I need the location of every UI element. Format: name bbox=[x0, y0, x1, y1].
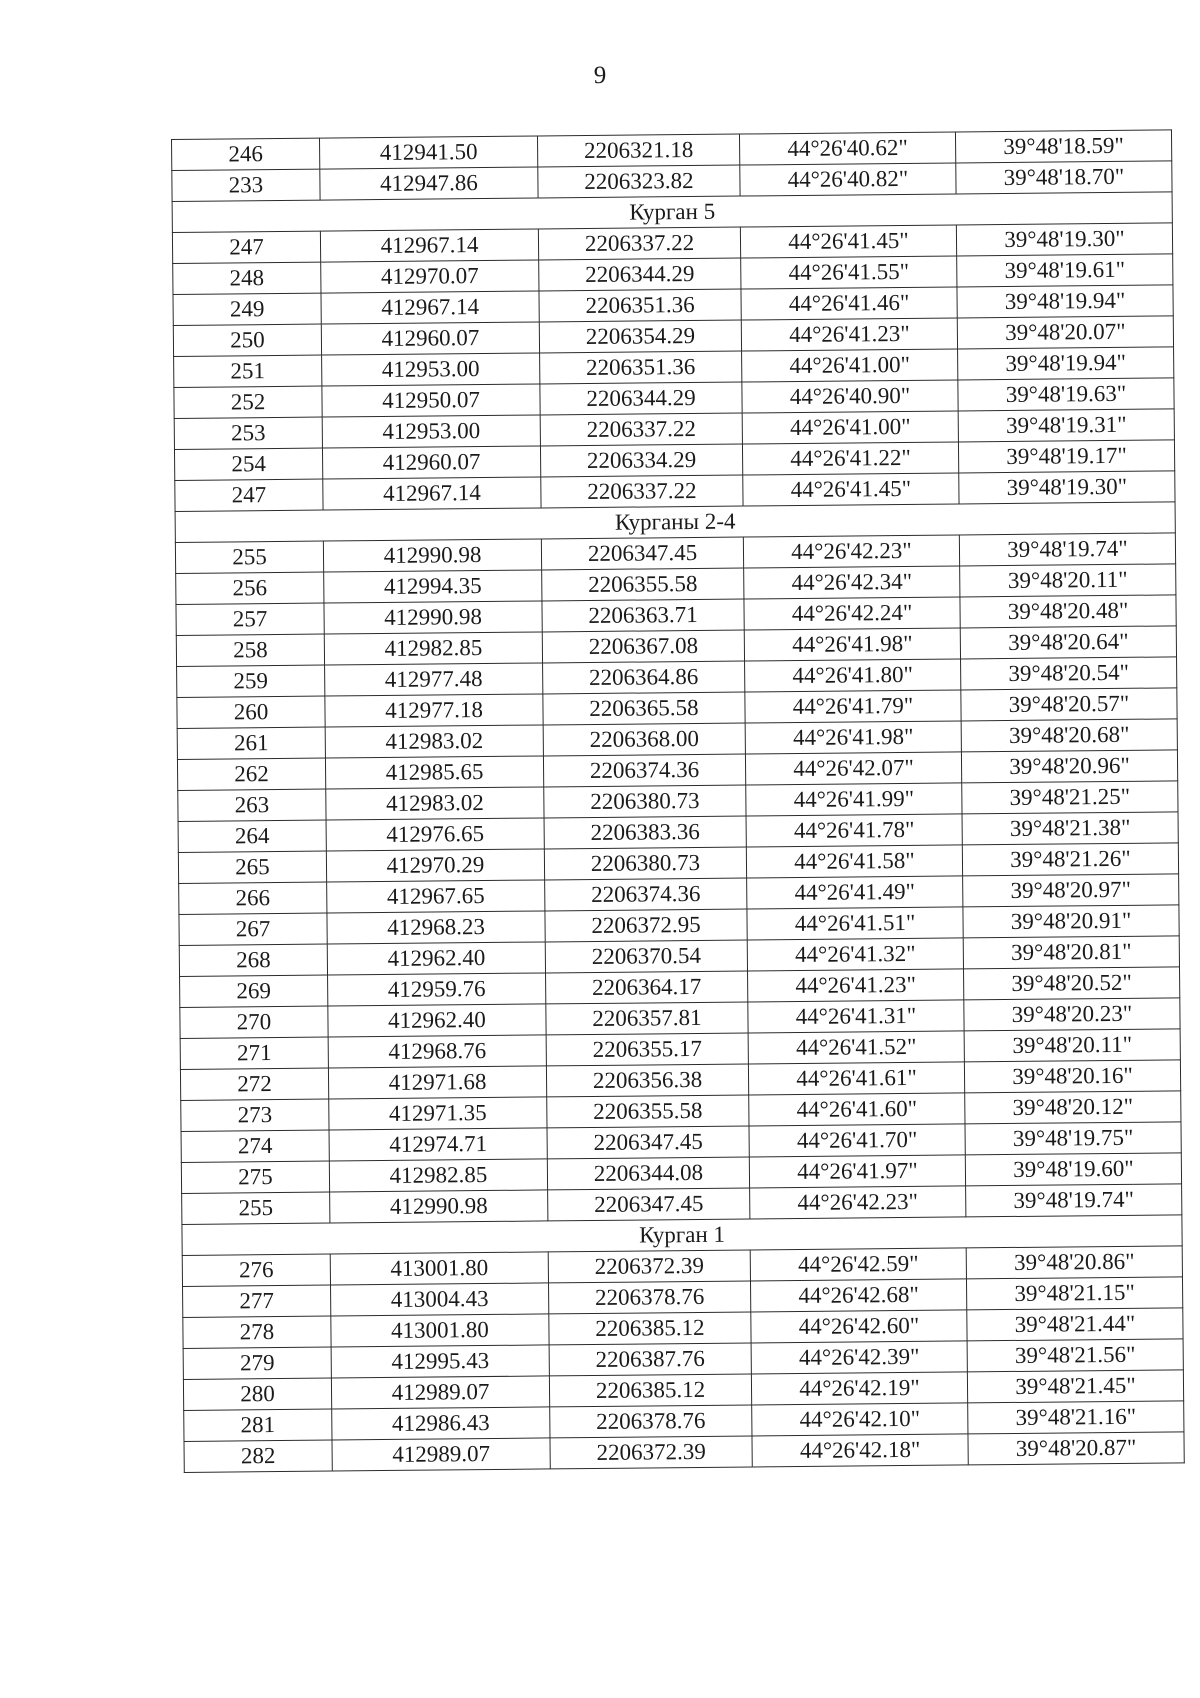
y-coordinate-cell: 2206337.22 bbox=[541, 475, 743, 508]
longitude-cell: 39°48'21.15" bbox=[966, 1277, 1182, 1310]
latitude-cell: 44°26'41.98" bbox=[744, 628, 960, 661]
point-number-cell: 260 bbox=[177, 696, 325, 728]
latitude-cell: 44°26'41.80" bbox=[745, 659, 961, 692]
latitude-cell: 44°26'40.82" bbox=[740, 163, 956, 196]
point-number-cell: 278 bbox=[183, 1316, 331, 1348]
y-coordinate-cell: 2206323.82 bbox=[538, 165, 740, 198]
point-number-cell: 269 bbox=[180, 975, 328, 1007]
point-number-cell: 274 bbox=[181, 1130, 329, 1162]
x-coordinate-cell: 412983.02 bbox=[325, 725, 543, 758]
x-coordinate-cell: 412989.07 bbox=[331, 1376, 549, 1409]
latitude-cell: 44°26'42.10" bbox=[752, 1403, 968, 1436]
latitude-cell: 44°26'42.68" bbox=[750, 1279, 966, 1312]
longitude-cell: 39°48'21.16" bbox=[968, 1401, 1184, 1434]
latitude-cell: 44°26'42.23" bbox=[743, 535, 959, 568]
point-number-cell: 253 bbox=[174, 417, 322, 449]
longitude-cell: 39°48'20.07" bbox=[957, 316, 1173, 349]
longitude-cell: 39°48'21.26" bbox=[962, 843, 1178, 876]
section-title: Курган 5 bbox=[172, 192, 1172, 233]
point-number-cell: 233 bbox=[172, 169, 320, 201]
x-coordinate-cell: 412970.07 bbox=[321, 260, 539, 293]
section-title: Курган 1 bbox=[182, 1215, 1182, 1256]
latitude-cell: 44°26'42.34" bbox=[744, 566, 960, 599]
point-number-cell: 279 bbox=[183, 1347, 331, 1379]
latitude-cell: 44°26'41.00" bbox=[742, 349, 958, 382]
latitude-cell: 44°26'42.39" bbox=[751, 1341, 967, 1374]
longitude-cell: 39°48'20.52" bbox=[964, 967, 1180, 1000]
y-coordinate-cell: 2206385.12 bbox=[549, 1374, 751, 1407]
point-number-cell: 251 bbox=[174, 355, 322, 387]
point-number-cell: 248 bbox=[173, 262, 321, 294]
longitude-cell: 39°48'21.45" bbox=[967, 1370, 1183, 1403]
y-coordinate-cell: 2206387.76 bbox=[549, 1343, 751, 1376]
y-coordinate-cell: 2206370.54 bbox=[545, 940, 747, 973]
latitude-cell: 44°26'42.23" bbox=[750, 1186, 966, 1219]
coordinates-table bbox=[171, 129, 1185, 1473]
latitude-cell: 44°26'41.00" bbox=[742, 411, 958, 444]
longitude-cell: 39°48'19.63" bbox=[958, 378, 1174, 411]
x-coordinate-cell: 412974.71 bbox=[329, 1128, 547, 1161]
y-coordinate-cell: 2206351.36 bbox=[540, 351, 742, 384]
longitude-cell: 39°48'20.86" bbox=[966, 1246, 1182, 1279]
latitude-cell: 44°26'41.78" bbox=[746, 814, 962, 847]
point-number-cell: 252 bbox=[174, 386, 322, 418]
y-coordinate-cell: 2206344.29 bbox=[540, 382, 742, 415]
point-number-cell: 255 bbox=[182, 1192, 330, 1224]
longitude-cell: 39°48'20.81" bbox=[963, 936, 1179, 969]
x-coordinate-cell: 412962.40 bbox=[327, 942, 545, 975]
x-coordinate-cell: 412989.07 bbox=[332, 1438, 550, 1471]
latitude-cell: 44°26'41.58" bbox=[746, 845, 962, 878]
x-coordinate-cell: 412990.98 bbox=[323, 539, 541, 572]
latitude-cell: 44°26'41.55" bbox=[741, 256, 957, 289]
y-coordinate-cell: 2206355.58 bbox=[542, 568, 744, 601]
longitude-cell: 39°48'19.31" bbox=[958, 409, 1174, 442]
x-coordinate-cell: 412953.00 bbox=[322, 353, 540, 386]
latitude-cell: 44°26'41.49" bbox=[747, 876, 963, 909]
point-number-cell: 261 bbox=[177, 727, 325, 759]
point-number-cell: 256 bbox=[176, 572, 324, 604]
latitude-cell: 44°26'41.79" bbox=[745, 690, 961, 723]
y-coordinate-cell: 2206374.36 bbox=[543, 754, 745, 787]
longitude-cell: 39°48'21.56" bbox=[967, 1339, 1183, 1372]
y-coordinate-cell: 2206364.86 bbox=[543, 661, 745, 694]
point-number-cell: 249 bbox=[173, 293, 321, 325]
point-number-cell: 273 bbox=[181, 1099, 329, 1131]
latitude-cell: 44°26'41.46" bbox=[741, 287, 957, 320]
page-number: 9 bbox=[593, 62, 607, 89]
point-number-cell: 280 bbox=[183, 1378, 331, 1410]
x-coordinate-cell: 412967.65 bbox=[327, 880, 545, 913]
x-coordinate-cell: 412990.98 bbox=[324, 601, 542, 634]
x-coordinate-cell: 412959.76 bbox=[328, 973, 546, 1006]
x-coordinate-cell: 412977.18 bbox=[325, 694, 543, 727]
x-coordinate-cell: 412986.43 bbox=[332, 1407, 550, 1440]
latitude-cell: 44°26'41.23" bbox=[748, 969, 964, 1002]
longitude-cell: 39°48'21.38" bbox=[962, 812, 1178, 845]
latitude-cell: 44°26'40.62" bbox=[739, 132, 955, 165]
y-coordinate-cell: 2206374.36 bbox=[545, 878, 747, 911]
y-coordinate-cell: 2206363.71 bbox=[542, 599, 744, 632]
y-coordinate-cell: 2206321.18 bbox=[537, 134, 739, 167]
point-number-cell: 246 bbox=[172, 138, 320, 170]
point-number-cell: 281 bbox=[184, 1409, 332, 1441]
latitude-cell: 44°26'42.60" bbox=[751, 1310, 967, 1343]
y-coordinate-cell: 2206365.58 bbox=[543, 692, 745, 725]
y-coordinate-cell: 2206372.39 bbox=[548, 1250, 750, 1283]
point-number-cell: 257 bbox=[176, 603, 324, 635]
longitude-cell: 39°48'20.48" bbox=[960, 595, 1176, 628]
longitude-cell: 39°48'20.57" bbox=[961, 688, 1177, 721]
latitude-cell: 44°26'41.22" bbox=[742, 442, 958, 475]
y-coordinate-cell: 2206334.29 bbox=[540, 444, 742, 477]
longitude-cell: 39°48'19.60" bbox=[965, 1153, 1181, 1186]
x-coordinate-cell: 412962.40 bbox=[328, 1004, 546, 1037]
longitude-cell: 39°48'19.74" bbox=[959, 533, 1175, 566]
longitude-cell: 39°48'21.25" bbox=[962, 781, 1178, 814]
point-number-cell: 272 bbox=[180, 1068, 328, 1100]
point-number-cell: 254 bbox=[174, 448, 322, 480]
point-number-cell: 277 bbox=[183, 1285, 331, 1317]
longitude-cell: 39°48'20.68" bbox=[961, 719, 1177, 752]
point-number-cell: 271 bbox=[180, 1037, 328, 1069]
x-coordinate-cell: 412982.85 bbox=[329, 1159, 547, 1192]
longitude-cell: 39°48'20.11" bbox=[960, 564, 1176, 597]
x-coordinate-cell: 412982.85 bbox=[324, 632, 542, 665]
longitude-cell: 39°48'19.74" bbox=[966, 1184, 1182, 1217]
y-coordinate-cell: 2206380.73 bbox=[544, 785, 746, 818]
longitude-cell: 39°48'20.23" bbox=[964, 998, 1180, 1031]
coordinates-table-body bbox=[172, 130, 1185, 1473]
longitude-cell: 39°48'20.91" bbox=[963, 905, 1179, 938]
latitude-cell: 44°26'41.45" bbox=[740, 225, 956, 258]
y-coordinate-cell: 2206344.29 bbox=[539, 258, 741, 291]
x-coordinate-cell: 412971.35 bbox=[329, 1097, 547, 1130]
longitude-cell: 39°48'19.61" bbox=[957, 254, 1173, 287]
x-coordinate-cell: 413004.43 bbox=[331, 1283, 549, 1316]
latitude-cell: 44°26'41.32" bbox=[747, 938, 963, 971]
y-coordinate-cell: 2206344.08 bbox=[547, 1157, 749, 1190]
y-coordinate-cell: 2206347.45 bbox=[541, 537, 743, 570]
y-coordinate-cell: 2206354.29 bbox=[539, 320, 741, 353]
latitude-cell: 44°26'42.59" bbox=[750, 1248, 966, 1281]
point-number-cell: 275 bbox=[181, 1161, 329, 1193]
y-coordinate-cell: 2206378.76 bbox=[550, 1405, 752, 1438]
latitude-cell: 44°26'42.24" bbox=[744, 597, 960, 630]
x-coordinate-cell: 412971.68 bbox=[328, 1066, 546, 1099]
latitude-cell: 44°26'41.23" bbox=[741, 318, 957, 351]
latitude-cell: 44°26'41.31" bbox=[748, 1000, 964, 1033]
y-coordinate-cell: 2206367.08 bbox=[542, 630, 744, 663]
longitude-cell: 39°48'20.11" bbox=[964, 1029, 1180, 1062]
latitude-cell: 44°26'42.18" bbox=[752, 1434, 968, 1467]
longitude-cell: 39°48'19.30" bbox=[956, 223, 1172, 256]
y-coordinate-cell: 2206372.95 bbox=[545, 909, 747, 942]
longitude-cell: 39°48'19.75" bbox=[965, 1122, 1181, 1155]
point-number-cell: 250 bbox=[173, 324, 321, 356]
longitude-cell: 39°48'20.64" bbox=[960, 626, 1176, 659]
y-coordinate-cell: 2206357.81 bbox=[546, 1002, 748, 1035]
longitude-cell: 39°48'19.17" bbox=[958, 440, 1174, 473]
x-coordinate-cell: 412947.86 bbox=[320, 167, 538, 200]
point-number-cell: 263 bbox=[178, 789, 326, 821]
y-coordinate-cell: 2206385.12 bbox=[549, 1312, 751, 1345]
latitude-cell: 44°26'40.90" bbox=[742, 380, 958, 413]
point-number-cell: 255 bbox=[175, 541, 323, 573]
longitude-cell: 39°48'18.70" bbox=[956, 161, 1172, 194]
longitude-cell: 39°48'20.96" bbox=[961, 750, 1177, 783]
y-coordinate-cell: 2206337.22 bbox=[538, 227, 740, 260]
x-coordinate-cell: 412968.76 bbox=[328, 1035, 546, 1068]
x-coordinate-cell: 412970.29 bbox=[326, 849, 544, 882]
y-coordinate-cell: 2206337.22 bbox=[540, 413, 742, 446]
point-number-cell: 266 bbox=[179, 882, 327, 914]
longitude-cell: 39°48'20.97" bbox=[963, 874, 1179, 907]
x-coordinate-cell: 413001.80 bbox=[330, 1252, 548, 1285]
longitude-cell: 39°48'19.94" bbox=[958, 347, 1174, 380]
point-number-cell: 267 bbox=[179, 913, 327, 945]
latitude-cell: 44°26'42.07" bbox=[745, 752, 961, 785]
longitude-cell: 39°48'21.44" bbox=[967, 1308, 1183, 1341]
y-coordinate-cell: 2206347.45 bbox=[547, 1126, 749, 1159]
y-coordinate-cell: 2206368.00 bbox=[543, 723, 745, 756]
latitude-cell: 44°26'41.52" bbox=[748, 1031, 964, 1064]
latitude-cell: 44°26'41.70" bbox=[749, 1124, 965, 1157]
x-coordinate-cell: 412967.14 bbox=[323, 477, 541, 510]
longitude-cell: 39°48'20.54" bbox=[961, 657, 1177, 690]
x-coordinate-cell: 412967.14 bbox=[320, 229, 538, 262]
x-coordinate-cell: 412960.07 bbox=[321, 322, 539, 355]
x-coordinate-cell: 413001.80 bbox=[331, 1314, 549, 1347]
latitude-cell: 44°26'42.19" bbox=[751, 1372, 967, 1405]
section-title: Курганы 2-4 bbox=[175, 502, 1175, 543]
y-coordinate-cell: 2206355.17 bbox=[546, 1033, 748, 1066]
point-number-cell: 262 bbox=[177, 758, 325, 790]
point-number-cell: 276 bbox=[182, 1254, 330, 1286]
longitude-cell: 39°48'20.12" bbox=[965, 1091, 1181, 1124]
latitude-cell: 44°26'41.60" bbox=[749, 1093, 965, 1126]
latitude-cell: 44°26'41.98" bbox=[745, 721, 961, 754]
x-coordinate-cell: 412941.50 bbox=[319, 136, 537, 169]
point-number-cell: 268 bbox=[179, 944, 327, 976]
x-coordinate-cell: 412995.43 bbox=[331, 1345, 549, 1378]
y-coordinate-cell: 2206380.73 bbox=[544, 847, 746, 880]
longitude-cell: 39°48'18.59" bbox=[955, 130, 1171, 163]
point-number-cell: 270 bbox=[180, 1006, 328, 1038]
y-coordinate-cell: 2206372.39 bbox=[550, 1436, 752, 1469]
x-coordinate-cell: 412990.98 bbox=[330, 1190, 548, 1223]
y-coordinate-cell: 2206347.45 bbox=[548, 1188, 750, 1221]
point-number-cell: 259 bbox=[177, 665, 325, 697]
x-coordinate-cell: 412968.23 bbox=[327, 911, 545, 944]
point-number-cell: 264 bbox=[178, 820, 326, 852]
point-number-cell: 247 bbox=[175, 479, 323, 511]
x-coordinate-cell: 412960.07 bbox=[322, 446, 540, 479]
longitude-cell: 39°48'19.30" bbox=[959, 471, 1175, 504]
x-coordinate-cell: 412983.02 bbox=[326, 787, 544, 820]
latitude-cell: 44°26'41.99" bbox=[746, 783, 962, 816]
y-coordinate-cell: 2206356.38 bbox=[546, 1064, 748, 1097]
y-coordinate-cell: 2206355.58 bbox=[547, 1095, 749, 1128]
y-coordinate-cell: 2206364.17 bbox=[546, 971, 748, 1004]
x-coordinate-cell: 412976.65 bbox=[326, 818, 544, 851]
longitude-cell: 39°48'20.16" bbox=[964, 1060, 1180, 1093]
longitude-cell: 39°48'19.94" bbox=[957, 285, 1173, 318]
longitude-cell: 39°48'20.87" bbox=[968, 1432, 1184, 1465]
point-number-cell: 258 bbox=[176, 634, 324, 666]
point-number-cell: 265 bbox=[178, 851, 326, 883]
latitude-cell: 44°26'41.45" bbox=[743, 473, 959, 506]
latitude-cell: 44°26'41.61" bbox=[748, 1062, 964, 1095]
x-coordinate-cell: 412994.35 bbox=[324, 570, 542, 603]
x-coordinate-cell: 412953.00 bbox=[322, 415, 540, 448]
latitude-cell: 44°26'41.51" bbox=[747, 907, 963, 940]
point-number-cell: 247 bbox=[172, 231, 320, 263]
x-coordinate-cell: 412950.07 bbox=[322, 384, 540, 417]
x-coordinate-cell: 412985.65 bbox=[325, 756, 543, 789]
point-number-cell: 282 bbox=[184, 1440, 332, 1472]
latitude-cell: 44°26'41.97" bbox=[749, 1155, 965, 1188]
y-coordinate-cell: 2206383.36 bbox=[544, 816, 746, 849]
y-coordinate-cell: 2206351.36 bbox=[539, 289, 741, 322]
x-coordinate-cell: 412977.48 bbox=[325, 663, 543, 696]
x-coordinate-cell: 412967.14 bbox=[321, 291, 539, 324]
y-coordinate-cell: 2206378.76 bbox=[548, 1281, 750, 1314]
